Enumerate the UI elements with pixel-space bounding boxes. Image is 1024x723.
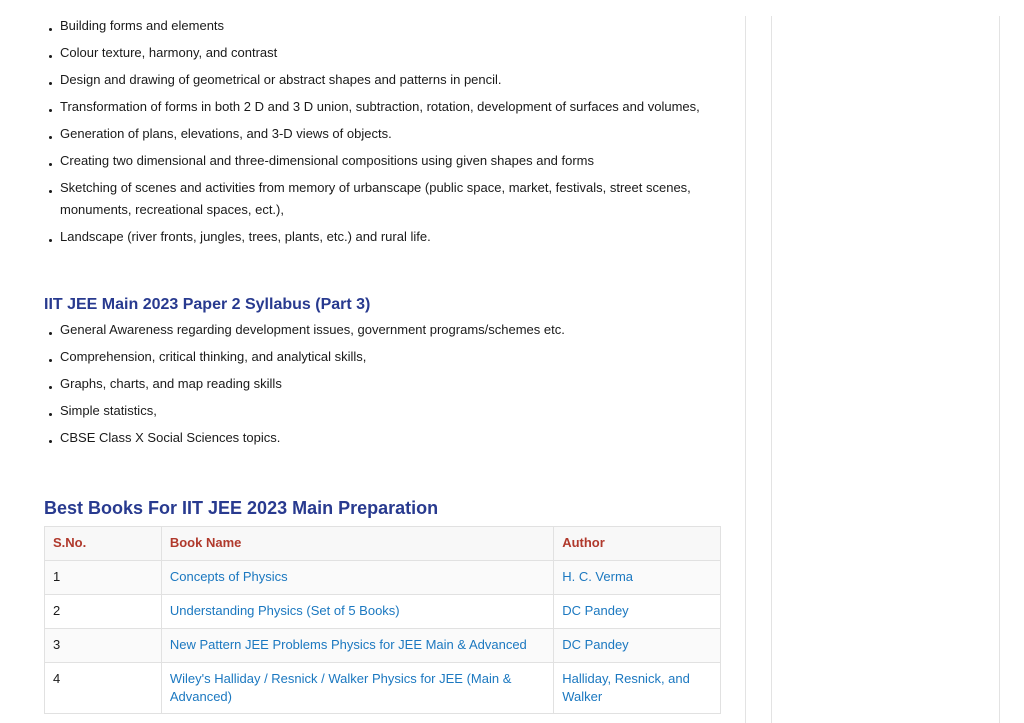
cell-author (554, 561, 721, 595)
books-table (44, 526, 721, 714)
syllabus-part2-list (44, 15, 724, 253)
table-row (45, 561, 721, 595)
section-heading-part3: IIT JEE Main 2023 Paper 2 Syllabus (Part 3) (44, 296, 371, 313)
book-link[interactable]: Understanding Physics (Set of 5 Books) (169, 603, 400, 618)
author-link[interactable]: Halliday, Resnick, and Walker (562, 671, 690, 704)
cell-book-name (161, 663, 553, 714)
sidebar-divider-middle (771, 16, 772, 723)
table-row (45, 629, 721, 663)
table-row (45, 663, 721, 714)
list-item: CBSE Class X Social Sciences topics. (44, 427, 724, 449)
list-item: Transformation of forms in both 2 D and 3 D union, subtraction, rotation, development of surfaces and volumes, (44, 96, 724, 118)
list-item: Design and drawing of geometrical or abstract shapes and patterns in pencil. (44, 69, 724, 91)
author-link[interactable]: H. C. Verma (562, 569, 633, 584)
book-link[interactable]: Wiley's Halliday / Resnick / Walker Physics for JEE (Main & Advanced) (169, 671, 512, 704)
list-item: Graphs, charts, and map reading skills (44, 373, 724, 395)
column-header-book-name: Book Name (161, 527, 553, 561)
column-header-author: Author (554, 527, 721, 561)
list-item: Generation of plans, elevations, and 3-D views of objects. (44, 123, 724, 145)
syllabus-part3-list (44, 319, 724, 454)
list-item: Sketching of scenes and activities from memory of urbanscape (public space, market, festivals, street scenes, monuments, recreational spaces, ect.), (44, 177, 724, 221)
cell-sno: 4 (45, 663, 162, 714)
list-item: Comprehension, critical thinking, and analytical skills, (44, 346, 724, 368)
section-heading-books: Best Books For IIT JEE 2023 Main Preparation (44, 498, 439, 518)
list-item: Simple statistics, (44, 400, 724, 422)
cell-author (554, 595, 721, 629)
book-link[interactable]: New Pattern JEE Problems Physics for JEE Main & Advanced (169, 637, 527, 652)
book-link[interactable]: Concepts of Physics (169, 569, 288, 584)
sidebar-divider-left (745, 16, 746, 723)
cell-sno: 1 (45, 561, 162, 595)
cell-book-name (161, 629, 553, 663)
column-header-sno: S.No. (45, 527, 162, 561)
cell-sno: 2 (45, 595, 162, 629)
cell-book-name (161, 595, 553, 629)
cell-author (554, 663, 721, 714)
cell-author (554, 629, 721, 663)
list-item: Colour texture, harmony, and contrast (44, 42, 724, 64)
table-header-row (45, 527, 721, 561)
cell-book-name (161, 561, 553, 595)
sidebar-divider-right (999, 16, 1000, 723)
list-item: Landscape (river fronts, jungles, trees, plants, etc.) and rural life. (44, 226, 724, 248)
author-link[interactable]: DC Pandey (562, 637, 629, 652)
list-item: Creating two dimensional and three-dimensional compositions using given shapes and forms (44, 150, 724, 172)
list-item: Building forms and elements (44, 15, 724, 37)
table-row (45, 595, 721, 629)
author-link[interactable]: DC Pandey (562, 603, 629, 618)
list-item: General Awareness regarding development issues, government programs/schemes etc. (44, 319, 724, 341)
cell-sno: 3 (45, 629, 162, 663)
